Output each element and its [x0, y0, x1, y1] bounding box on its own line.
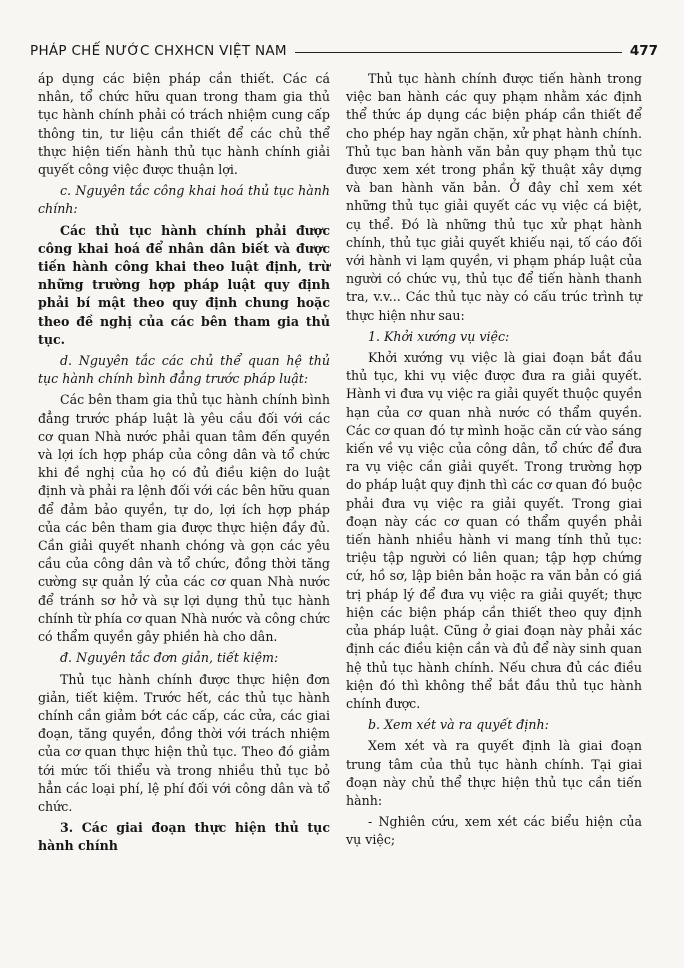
bold-paragraph: Các thủ tục hành chính phải được công khai hoá để nhân dân biết và được tiến hành công khai theo luật định, trừ những trường hợp pháp luật quy định phải bí mật theo quy định chung hoặc theo đề nghị của các bên tham gia thủ tục.: [38, 222, 330, 347]
paragraph: Các bên tham gia thủ tục hành chính bình đẳng trước pháp luật là yêu cầu đối với các cơ quan Nhà nước phải quan tâm đến quyền và lợi ích hợp pháp của công dân và tổ chức khi đề nghị của họ có đủ điều kiện do luật định và phải ra lệnh đối với các bên hữu quan để đảm bảo quyền, tự do, lợi ích hợp pháp của các bên tham gia được thực hiện đầy đủ. Cần giải quyết nhanh chóng và gọn các yêu cầu của công dân và tổ chức, đồng thời tăng cường sự quản lý của các cơ quan Nhà nước để tránh sơ hở và sự lợi dụng thủ tục hành chính từ phía cơ quan Nhà nước và công chức có thẩm quyền gây phiền hà cho dân.: [38, 392, 331, 645]
paragraph: Khởi xướng vụ việc là giai đoạn bắt đầu thủ tục, khi vụ việc được đưa ra giải quyết. Hành vi đưa vụ việc ra giải quyết thuộc quyền hạn của cơ quan nhà nước có thẩm quyền. Các cơ quan đó tự mình hoặc căn cứ vào sáng kiến về vụ việc của công dân, tổ chức để đưa ra vụ việc cần giải quyết. Trong trường hợp do pháp luật quy định thì các cơ quan đó buộc phải đưa vụ việc ra giải quyết. Trong giai đoạn này các cơ quan có thẩm quyền phải tiến hành nhiều hành vi mang tính thủ tục: triệu tập người có liên quan; tập hợp chứng cứ, hồ sơ, lập biên bản hoặc ra văn bản có giá trị pháp lý để đưa vụ việc ra giải quyết; thực hiện các biện pháp cần thiết theo quy định của pháp luật. Cũng ở giai đoạn này phải xác định các điều kiện cần và đủ để này sinh quan hệ thủ tục hành chính. Nếu chưa đủ các điều kiện đó thì không thể bắt đầu thủ tục hành chính được.: [346, 350, 642, 711]
list-item: - Nghiên cứu, xem xét các biểu hiện của vụ việc;: [346, 814, 642, 848]
section-heading-3: 3. Các giai đoạn thực hiện thủ tục hành chính: [38, 820, 330, 854]
paragraph: Thủ tục hành chính được tiến hành trong việc ban hành các quy phạm nhằm xác định thể thức áp dụng các biện pháp cần thiết để cho phép hay ngăn chặn, xử phạt hành chính. Thủ tục ban hành văn bản quy phạm thủ tục được xem xét trong phần kỹ thuật xây dựng và ban hành văn bản. Ở đây chỉ xem xét những thủ tục giải quyết các vụ việc cá biệt, cụ thể. Đó là những thủ tục xử phạt hành chính, thủ tục giải quyết khiếu nại, tố cáo đối với hành vi lạm quyền, vi phạm pháp luật của người có chức vụ, thủ tục để tiến hành thanh tra, v.v... Các thủ tục này có cấu trúc trình tự thực hiện như sau:: [346, 71, 642, 323]
running-title: PHÁP CHẾ NƯỚC CHXHCN VIỆT NAM: [30, 43, 287, 59]
header-rule: [295, 52, 622, 53]
paragraph: Thủ tục hành chính được thực hiện đơn giản, tiết kiệm. Trước hết, các thủ tục hành chính cần giảm bớt các cấp, các cửa, các giai đoạn, tăng quyền, đồng thời với trách nhiệm của cơ quan thực hiện thủ tục. Theo đó giảm tới mức tối thiểu và trong nhiều thủ tục bỏ hẳn các loại phí, lệ phí đối với công dân và tổ chức.: [38, 671, 330, 814]
paragraph: áp dụng các biện pháp cần thiết. Các cá nhân, tổ chức hữu quan trong tham gia thủ tục hành chính phải có trách nhiệm cung cấp thông tin, tư liệu cần thiết để các chủ thể thực hiện tiến hành thủ tục hành chính giải quyết công việc được thuận lợi.: [38, 71, 330, 178]
page-number: 477: [629, 43, 658, 59]
right-column: [346, 70, 642, 853]
section-heading-1: 1. Khởi xướng vụ việc:: [368, 328, 510, 344]
section-heading-b: b. Xem xét và ra quyết định:: [368, 717, 549, 733]
running-header: [30, 40, 658, 62]
paragraph: Xem xét và ra quyết định là giai đoạn trung tâm của thủ tục hành chính. Tại giai đoạn này chủ thể thực hiện thủ tục cần tiến hành:: [346, 738, 642, 808]
section-heading-dd: đ. Nguyên tắc đơn giản, tiết kiệm:: [60, 650, 279, 666]
section-heading-c: c. Nguyên tắc công khai hoá thủ tục hành chính:: [38, 183, 330, 217]
left-column: [38, 70, 330, 859]
section-heading-d: d. Nguyên tắc các chủ thể quan hệ thủ tục hành chính bình đẳng trước pháp luật:: [38, 353, 330, 387]
